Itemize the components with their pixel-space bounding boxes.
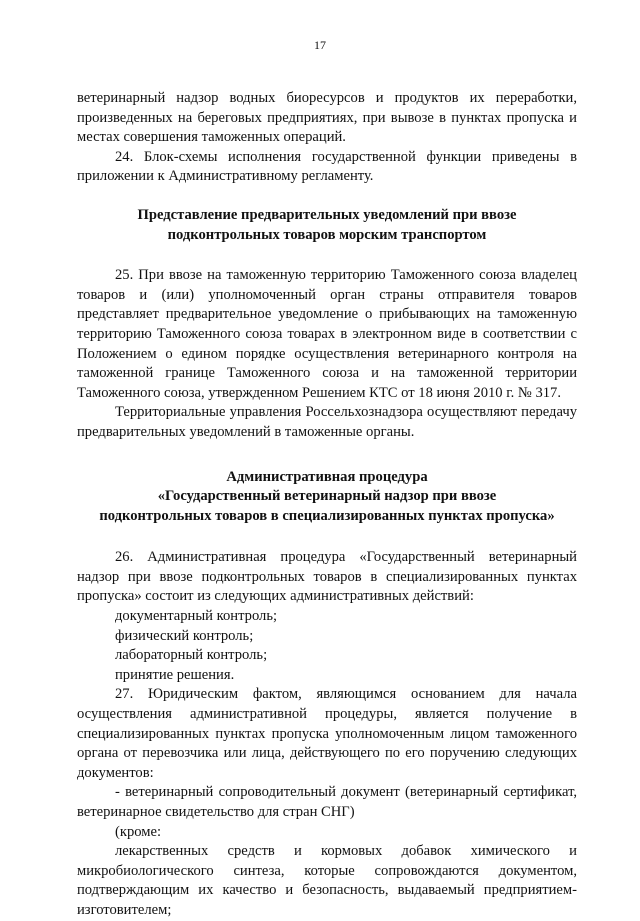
page-content (77, 89, 577, 921)
paragraph-27: 27. Юридическим фактом, являющимся основанием для начала осуществления административной процедуры, является получение в специализированных пунктах пропуска уполномоченным лицом таможенного органа от перевозчика или лица, действующего по его поручению следующих документов: (77, 686, 577, 781)
heading-line: подконтрольных товаров морским транспортом (167, 226, 487, 243)
section-heading-notifications (77, 206, 577, 245)
heading-line: подконтрольных товаров в специализированных пунктах пропуска» (99, 507, 555, 524)
paragraph-27-medicines: лекарственных средств и кормовых добавок химического и микробиологического синтеза, которые сопровождаются документом, подтверждающим их качество и безопасность, выдаваемый предприятием-изготовителем; (77, 843, 577, 918)
list-item: лабораторный контроль; (115, 647, 268, 664)
list-item: физический контроль; (115, 627, 254, 644)
list-item: документарный контроль; (115, 608, 278, 625)
paragraph-25: 25. При ввозе на таможенную территорию Таможенного союза владелец товаров и (или) уполномоченный орган страны отправителя товаров представляет предварительное уведомление о прибывающих на таможенную территорию Таможенного союза товарах в электронном виде в соответствии с Положением о едином порядке осуществления ветеринарного контроля на таможенной границе Таможенного союза и на таможенной территории Таможенного союза, утвержденном Решением КТС от 18 июня 2010 г. № 317. (77, 267, 577, 401)
paragraph-27-except: (кроме: (115, 823, 162, 840)
heading-line: Административная процедура (226, 468, 428, 485)
list-item: принятие решения. (115, 666, 235, 683)
section-heading-procedure (77, 468, 577, 527)
heading-line: Представление предварительных уведомлений при ввозе (137, 206, 517, 223)
paragraph-26: 26. Административная процедура «Государственный ветеринарный надзор при ввозе подконтрольных товаров в специализированных пунктах пропуска» состоит из следующих административных действий: (77, 549, 577, 605)
heading-line: «Государственный ветеринарный надзор при ввозе (157, 488, 497, 505)
page-number: 17 (314, 38, 326, 52)
paragraph-24: 24. Блок-схемы исполнения государственной функции приведены в приложении к Административному регламенту. (77, 148, 577, 185)
paragraph-25-transfer: Территориальные управления Россельхознадзора осуществляют передачу предварительных уведомлений в таможенные органы. (77, 404, 577, 440)
paragraph-continuation: ветеринарный надзор водных биоресурсов и продуктов их переработки, произведенных на береговых предприятиях, при вывозе в пунктах пропуска и местах совершения таможенных операций. (77, 90, 577, 146)
paragraph-27-document: - ветеринарный сопроводительный документ (ветеринарный сертификат, ветеринарное свидетельство для стран СНГ) (77, 784, 577, 820)
actions-list (77, 607, 577, 685)
